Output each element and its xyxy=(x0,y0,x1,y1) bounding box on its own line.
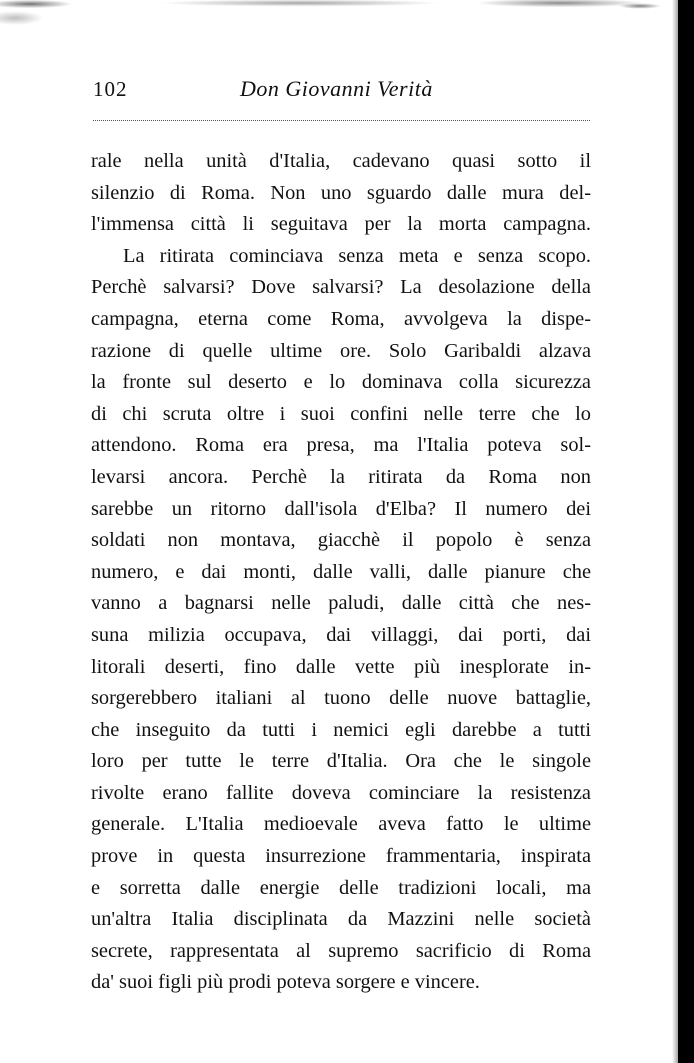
header-rule xyxy=(93,120,590,121)
text-line: la fronte sul deserto e lo dominava colla sicurezza xyxy=(91,371,591,394)
text-line: loro per tutte le terre d'Italia. Ora che le singole xyxy=(91,750,591,773)
text-line: generale. L'Italia medioevale aveva fatto le ultime xyxy=(91,813,591,836)
text-line: prove in questa insurrezione frammentaria, inspirata xyxy=(91,845,591,868)
text-line: litorali deserti, fino dalle vette più inesplorate in- xyxy=(91,655,591,678)
text-line: silenzio di Roma. Non uno sguardo dalle mura del- xyxy=(91,181,591,204)
scan-artifact-top xyxy=(0,0,694,40)
text-line: di chi scruta oltre i suoi confini nelle terre che lo xyxy=(91,402,591,425)
text-line: da' suoi figli più prodi poteva sorgere e vincere. xyxy=(91,971,480,994)
text-line: rale nella unità d'Italia, cadevano quasi sotto il xyxy=(91,150,591,172)
text-line: soldati non montava, giacchè il popolo è senza xyxy=(91,529,591,552)
text-line: e sorretta dalle energie delle tradizioni locali, ma xyxy=(91,876,591,899)
text-line: La ritirata cominciava senza meta e senza scopo. xyxy=(123,244,591,267)
running-title: Don Giovanni Verità xyxy=(240,76,433,101)
text-line: attendono. Roma era presa, ma l'Italia poteva sol- xyxy=(91,434,591,457)
text-line: suna milizia occupava, dai villaggi, dai porti, dai xyxy=(91,623,591,646)
text-line: rivolte erano fallite doveva cominciare la resistenza xyxy=(91,781,591,804)
body-text xyxy=(91,146,591,999)
scan-border-right xyxy=(678,0,694,1063)
text-line: numero, e dai monti, dalle valli, dalle pianure che xyxy=(91,560,591,583)
text-line: secrete, rappresentata al supremo sacrificio di Roma xyxy=(91,939,591,962)
text-line: vanno a bagnarsi nelle paludi, dalle città che nes- xyxy=(91,592,591,615)
page-number: 102 xyxy=(93,77,128,101)
text-line: razione di quelle ultime ore. Solo Garibaldi alzava xyxy=(91,339,591,362)
text-line: che inseguito da tutti i nemici egli darebbe a tutti xyxy=(91,718,591,741)
text-line: sarebbe un ritorno dall'isola d'Elba? Il numero dei xyxy=(91,497,591,520)
text-line: un'altra Italia disciplinata da Mazzini nelle società xyxy=(91,908,591,931)
text-line: l'immensa città li seguitava per la morta campagna. xyxy=(91,213,591,236)
text-line: Perchè salvarsi? Dove salvarsi? La desolazione della xyxy=(91,276,591,299)
text-line: campagna, eterna come Roma, avvolgeva la dispe- xyxy=(91,307,591,330)
paragraph-2 xyxy=(91,241,591,999)
text-line: levarsi ancora. Perchè la ritirata da Roma non xyxy=(91,465,591,488)
text-line: sorgerebbero italiani al tuono delle nuove battaglie, xyxy=(91,687,591,710)
paragraph-1 xyxy=(91,146,591,241)
